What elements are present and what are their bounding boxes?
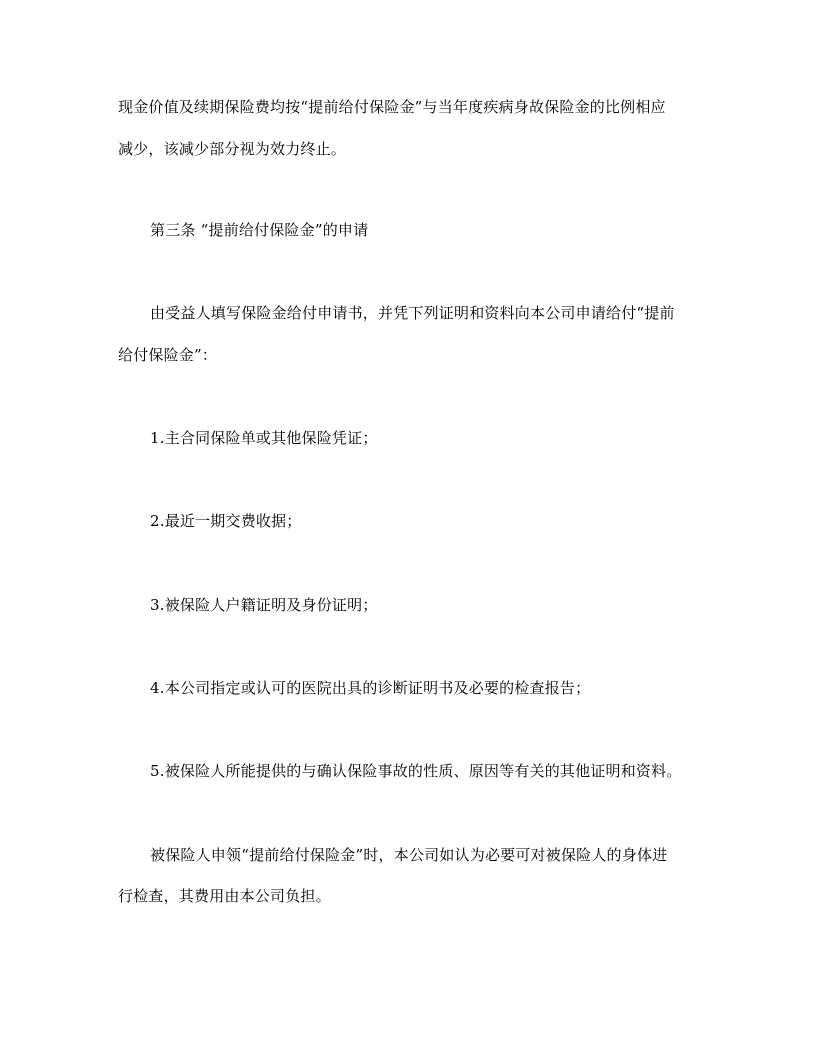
list-item-1: 1.主合同保险单或其他保险凭证； [150, 429, 378, 447]
list-item-2: 2.最近一期交费收据； [150, 512, 302, 530]
paragraph-2-line-1: 由受益人填写保险金给付申请书，并凭下列证明和资料向本公司申请给付“提前 [150, 304, 675, 322]
paragraph-1-line-1: 现金价值及续期保险费均按“提前给付保险金”与当年度疾病身故保险金的比例相应 [118, 98, 666, 116]
paragraph-3-line-1: 被保险人申领“提前给付保险金”时，本公司如认为必要可对被保险人的身体进 [150, 846, 668, 864]
list-item-4: 4.本公司指定或认可的医院出具的诊断证明书及必要的检查报告； [150, 679, 591, 697]
article-heading: 第三条 “提前给付保险金”的申请 [150, 221, 369, 239]
paragraph-3-line-2: 行检查，其费用由本公司负担。 [118, 887, 331, 905]
list-item-3: 3.被保险人户籍证明及身份证明； [150, 596, 378, 614]
list-item-5: 5.被保险人所能提供的与确认保险事故的性质、原因等有关的其他证明和资料。 [150, 762, 682, 780]
paragraph-1-line-2: 减少，该减少部分视为效力终止。 [118, 140, 347, 158]
paragraph-2-line-2: 给付保险金”： [118, 346, 218, 364]
